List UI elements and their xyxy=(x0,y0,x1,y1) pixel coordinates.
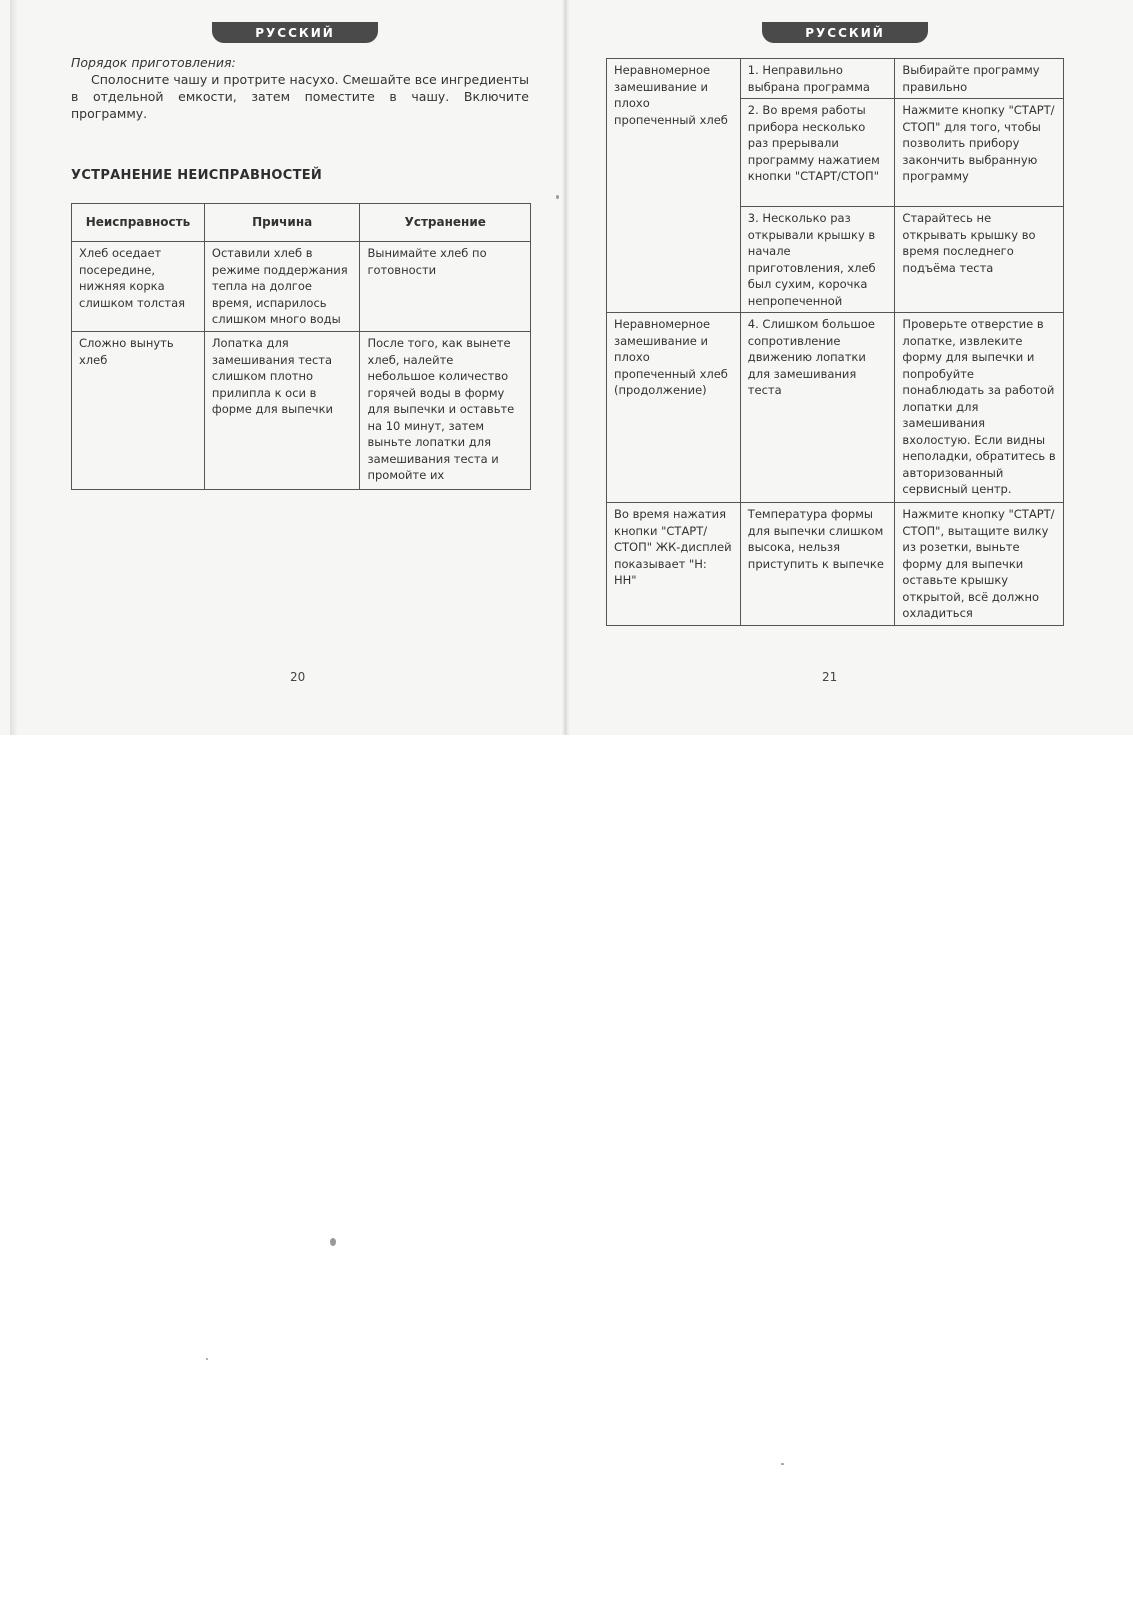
table-row xyxy=(607,59,1064,99)
page-number: 20 xyxy=(290,670,306,684)
troubleshooting-table-continued xyxy=(606,58,1064,626)
problem-cell: Во время нажатия кнопки "СТАРТ/СТОП" ЖК-дисплей показывает "Н: НН" xyxy=(607,503,741,626)
solution-cell: Выбирайте программу правильно xyxy=(895,59,1064,99)
preparation-title: Порядок приготовления: xyxy=(71,55,236,70)
cause-cell: 1. Неправильно выбрана программа xyxy=(740,59,895,99)
solution-cell: После того, как вынете хлеб, налейте небольшое количество горячей воды в форму для выпечки и оставьте на 10 минут, затем выньте лопатки для замешивания теста и промойте их xyxy=(360,332,531,490)
scan-speck xyxy=(206,1358,208,1360)
scan-speck xyxy=(556,195,559,199)
problem-cell: Неравномерное замешивание и плохо пропеченный хлеб (продолжение) xyxy=(607,313,741,503)
cause-cell: 3. Несколько раз открывали крышку в начале приготовления, хлеб был сухим, корочка непропеченной xyxy=(740,207,895,313)
table-row xyxy=(607,313,1064,503)
preparation-text: Сполосните чашу и протрите насухо. Смешайте все ингредиенты в отдельной емкости, затем поместите в чашу. Включите программу. xyxy=(71,72,529,121)
header-problem: Неисправность xyxy=(72,204,205,242)
table-header-row xyxy=(72,204,531,242)
table-row xyxy=(72,332,531,490)
scan-speck xyxy=(781,1463,784,1465)
language-tab: РУССКИЙ xyxy=(762,22,928,43)
problem-cell: Хлеб оседает посередине, нижняя корка слишком толстая xyxy=(72,242,205,332)
cause-cell: 2. Во время работы прибора несколько раз прерывали программу нажатием кнопки "СТАРТ/СТОП" xyxy=(740,99,895,207)
problem-cell: Сложно вынуть хлеб xyxy=(72,332,205,490)
cause-cell: Оставили хлеб в режиме поддержания тепла на долгое время, испарилось слишком много воды xyxy=(204,242,360,332)
page-20 xyxy=(0,0,566,735)
page-number: 21 xyxy=(822,670,838,684)
troubleshooting-heading: УСТРАНЕНИЕ НЕИСПРАВНОСТЕЙ xyxy=(71,168,323,183)
table-row xyxy=(607,503,1064,626)
page-21 xyxy=(566,0,1133,735)
table-row xyxy=(72,242,531,332)
cause-cell: Лопатка для замешивания теста слишком плотно прилипла к оси в форме для выпечки xyxy=(204,332,360,490)
problem-cell: Неравномерное замешивание и плохо пропеченный хлеб xyxy=(607,59,741,313)
solution-cell: Нажмите кнопку "СТАРТ/СТОП" для того, чтобы позволить прибору закончить выбранную программу xyxy=(895,99,1064,207)
solution-cell: Проверьте отверстие в лопатке, извлеките форму для выпечки и попробуйте понаблюдать за работой лопатки для замешивания вхолостую. Если видны неполадки, обратитесь в авторизованный сервисный центр. xyxy=(895,313,1064,503)
cause-cell: Температура формы для выпечки слишком высока, нельзя приступить к выпечке xyxy=(740,503,895,626)
troubleshooting-table xyxy=(71,203,531,490)
header-cause: Причина xyxy=(204,204,360,242)
solution-cell: Старайтесь не открывать крышку во время последнего подъёма теста xyxy=(895,207,1064,313)
solution-cell: Вынимайте хлеб по готовности xyxy=(360,242,531,332)
cause-cell: 4. Слишком большое сопротивление движению лопатки для замешивания теста xyxy=(740,313,895,503)
scan-speck xyxy=(330,1238,336,1246)
language-tab: РУССКИЙ xyxy=(212,22,378,43)
solution-cell: Нажмите кнопку "СТАРТ/СТОП", вытащите вилку из розетки, выньте форму для выпечки оставьте крышку открытой, всё должно охладиться xyxy=(895,503,1064,626)
header-solution: Устранение xyxy=(360,204,531,242)
